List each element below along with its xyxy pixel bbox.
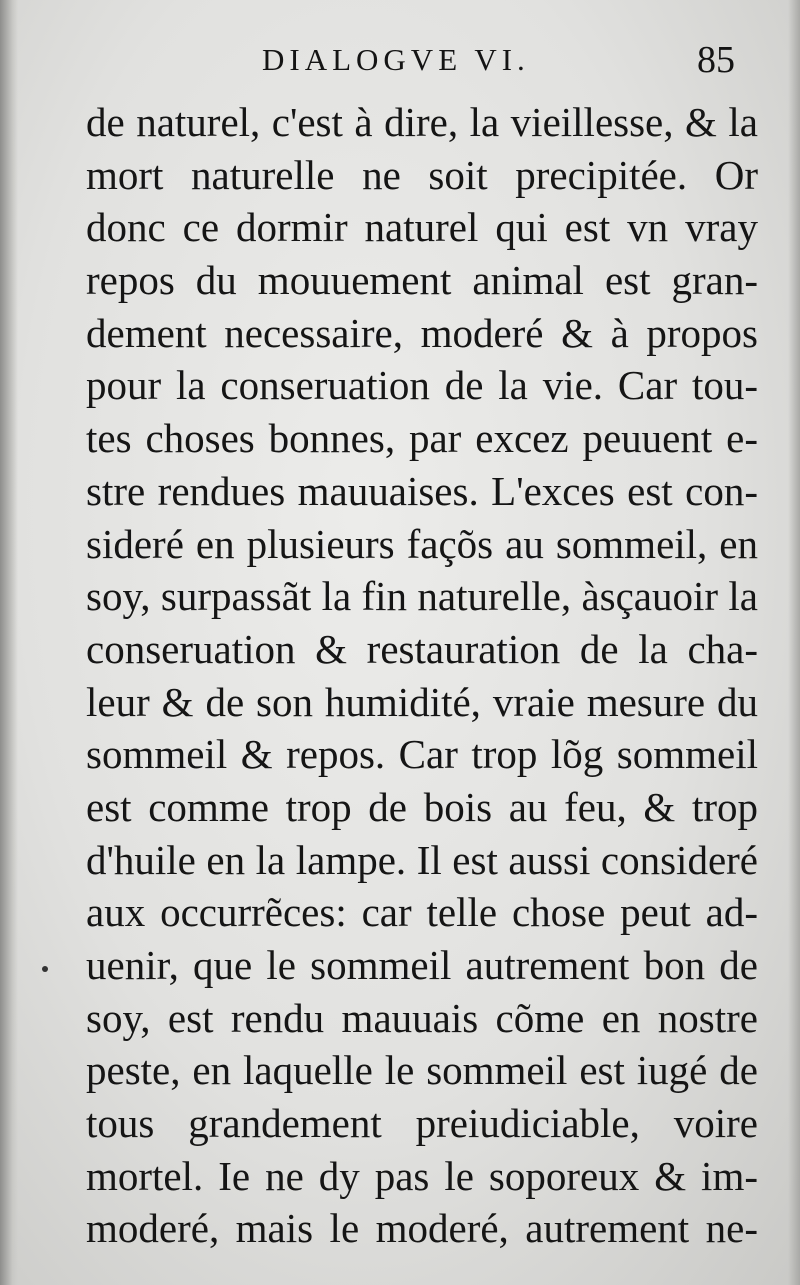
text-line: pour la conseruation de la vie. Car tou- <box>86 362 758 409</box>
chapter-title: DIALOGVE VI. <box>262 42 530 77</box>
running-head <box>0 38 800 98</box>
ink-speck <box>42 966 48 972</box>
text-line: donc ce dormir naturel qui est vn vray <box>86 204 758 251</box>
text-line: dement necessaire, moderé & à propos <box>86 309 758 356</box>
text-line: uenir, que le sommeil autrement bon de <box>86 942 758 988</box>
text-line: soy, surpassãt la fin naturelle, àsçauoir la <box>86 573 758 620</box>
text-line: est comme trop de bois au feu, & trop <box>86 783 758 830</box>
text-line: mortel. Ie ne dy pas le soporeux & im- <box>86 1152 758 1199</box>
page-edge-shadow <box>788 0 800 1285</box>
text-line: peste, en laquelle le sommeil est iugé de <box>86 1047 758 1094</box>
text-line: mort naturelle ne soit precipitée. Or <box>86 151 758 198</box>
body-text <box>86 96 758 1255</box>
text-line: tes choses bonnes, par excez peuuent e- <box>86 415 758 462</box>
text-line: de naturel, c'est à dire, la vieillesse, & la <box>86 99 758 145</box>
page-gutter-shadow <box>0 0 18 1285</box>
text-line: aux occurrẽces: car telle chose peut ad- <box>86 889 758 936</box>
text-line: repos du mouuement animal est gran- <box>86 257 758 304</box>
text-line: d'huile en la lampe. Il est aussi consideré <box>86 836 758 883</box>
text-line: tous grandement preiudiciable, voire <box>86 1100 758 1147</box>
text-line: leur & de son humidité, vraie mesure du <box>86 678 758 725</box>
text-line: stre rendues mauuaises. L'exces est con- <box>86 467 758 514</box>
text-line: conseruation & restauration de la cha- <box>86 625 758 672</box>
text-line: sommeil & repos. Car trop lõg sommeil <box>86 731 758 778</box>
text-line: sideré en plusieurs façõs au sommeil, en <box>86 520 758 567</box>
text-line: moderé, mais le moderé, autrement ne- <box>86 1205 758 1252</box>
text-line: soy, est rendu mauuais cõme en nostre <box>86 994 758 1041</box>
page-number: 85 <box>697 39 735 81</box>
